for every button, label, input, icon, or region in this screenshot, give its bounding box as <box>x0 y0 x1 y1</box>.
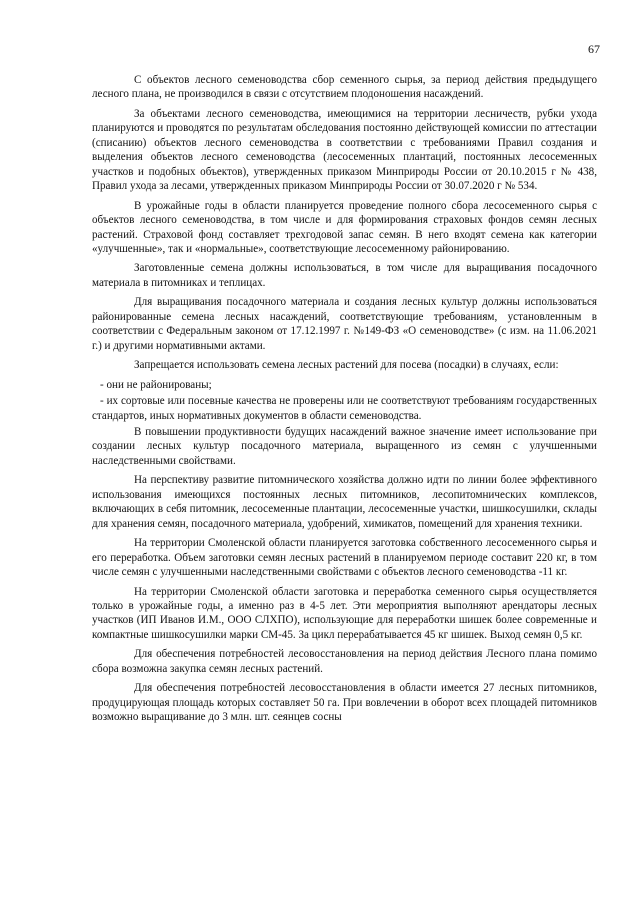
paragraph: В повышении продуктивности будущих насаждений важное значение имеет использование при создании лесных культур посадочного материала, выращенного из семян с улучшенными наследственными свойствами. <box>92 425 597 467</box>
paragraph: Для обеспечения потребностей лесовосстановления на период действия Лесного плана помимо сбора возможна закупка семян лесных растений. <box>92 648 597 675</box>
paragraph: Запрещается использовать семена лесных растений для посева (посадки) в случаях, если: <box>134 359 559 372</box>
paragraph: На территории Смоленской области заготовка и переработка семенного сырья осуществляется только в урожайные годы, а именно раз в 4-5 лет. Эти мероприятия выполняют арендаторы лесных участков (ИП Иванов И.М., ООО СЛХПО), использующие для переработки шишек более современные и компактные шишкосушилки марки СМ-45. За цикл перерабатывается 45 кг шишек. Выход семян 0,5 кг. <box>92 585 597 641</box>
list-item: - они не районированы; <box>100 378 212 391</box>
paragraph: За объектами лесного семеноводства, имеющимися на территории лесничеств, рубки ухода планируются и проводятся по результатам обследования постоянно действующей комиссии по аттестации (списанию) объектов лесного семеноводства в соответствии с требованиями Правил создания и выделения объектов лесного семеноводства (лесосеменных плантаций, постоянных лесосеменных участков и подобных объектов), утвержденных приказом Минприроды России от 20.10.2015 г № 438, Правил ухода за лесами, утвержденных приказом Минприроды России от 30.07.2020 г № 534. <box>92 107 597 193</box>
page-number: 67 <box>588 42 600 56</box>
paragraph: В урожайные годы в области планируется проведение полного сбора лесосеменного сырья с объектов лесного семеноводства, в том числе и для формирования страховых фондов семян лесных растений. Страховой фонд составляет трехгодовой запас семян. В него входят семена как категории «улучшенные», так и «нормальные», соответствующие лесосеменному районированию. <box>92 199 597 255</box>
paragraph: Для обеспечения потребностей лесовосстановления в области имеется 27 лесных питомников, продуцирующая площадь которых составляет 50 га. При вовлечении в оборот всех площадей питомников возможно выращивание до 3 млн. шт. сеянцев сосны <box>92 682 597 724</box>
paragraph: На территории Смоленской области планируется заготовка собственного лесосеменного сырья и его переработка. Объем заготовки семян лесных растений в планируемом периоде составит 220 кг, в том числе семян с улучшенными наследственными свойствами с объектов лесного семеноводства -11 кг. <box>92 537 597 579</box>
list-item: - их сортовые или посевные качества не проверены или не соответствуют требованиям государственных стандартов, иных нормативных документов в области семеноводства. <box>92 395 597 422</box>
paragraph: На перспективу развитие питомнического хозяйства должно идти по линии более эффективного использования имеющихся постоянных лесных питомников, лесопитомнических комплексов, включающих в себя питомник, лесосеменные плантации, лесосеменные участки, шишкосушилки, склады для хранения семян, посадочного материала, удобрений, химикатов, помещений для хранения техники. <box>92 474 597 530</box>
paragraph: С объектов лесного семеноводства сбор семенного сырья, за период действия предыдущего лесного плана, не производился в связи с отсутствием плодоношения насаждений. <box>92 74 597 101</box>
paragraph: Для выращивания посадочного материала и создания лесных культур должны использоваться районированные семена лесных насаждений, соответствующие требованиям, установленным в соответствии с Федеральным законом от 17.12.1997 г. №149-ФЗ «О семеноводстве» (с изм. на 11.06.2021 г.) и другими нормативными актами. <box>92 296 597 352</box>
paragraph: Заготовленные семена должны использоваться, в том числе для выращивания посадочного материала в питомниках и теплицах. <box>92 262 597 289</box>
document-body <box>92 73 597 730</box>
